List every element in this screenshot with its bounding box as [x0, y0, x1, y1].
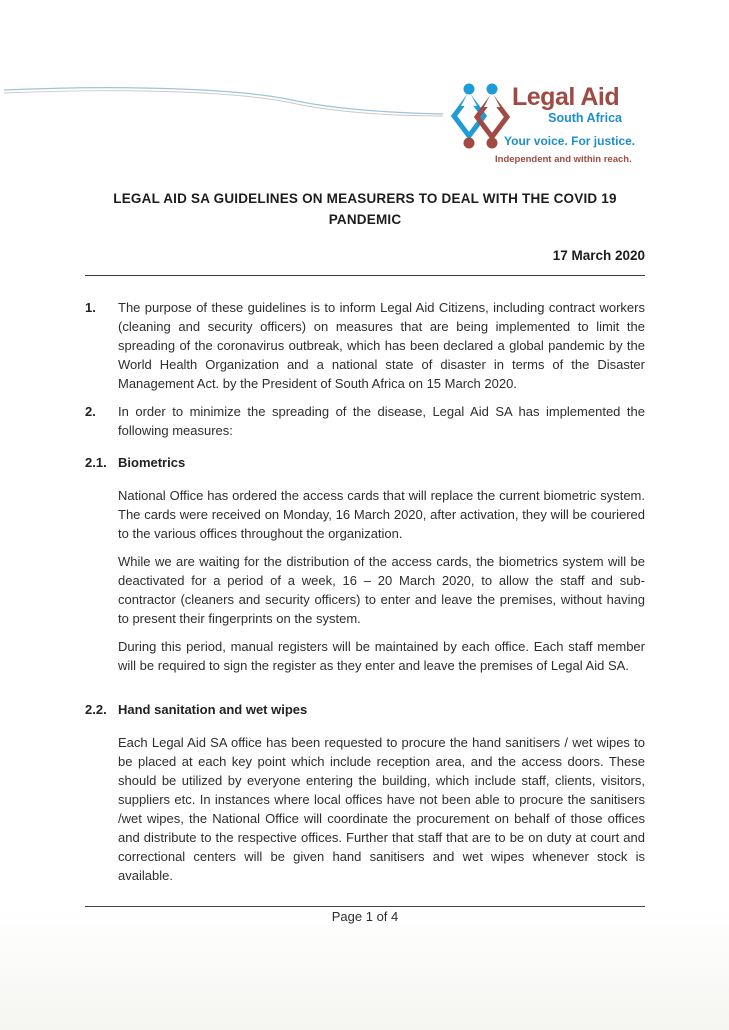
paragraph-number: [85, 552, 118, 628]
paragraph-text: In order to minimize the spreading of the disease, Legal Aid SA has implemented the following measures:: [118, 404, 645, 438]
paragraph: [85, 486, 645, 543]
paragraph-text: Each Legal Aid SA office has been requested to procure the hand sanitisers / wet wipes to be placed at each key point which include reception area, and the access doors. These should be utilized by everyone entering the building, which include staff, clients, visitors, suppliers etc. In instances where local offices have not been able to procure the sanitisers /wet wipes, the National Office will coordinate the procurement on behalf of those offices and distribute to the respective offices. Further that staff that are to be on duty at court and correctional centers will be given hand sanitisers and wet wipes whenever stock is available.: [118, 735, 645, 883]
page-title-line2: PANDEMIC: [328, 212, 402, 227]
paragraph: [85, 552, 645, 628]
footer-divider: [85, 906, 645, 924]
page-number: Page 1 of 4: [331, 909, 399, 924]
paragraph: [85, 637, 645, 675]
logo-subtagline: Independent and within reach.: [495, 154, 632, 165]
paragraph-text: National Office has ordered the access cards that will replace the current biometric system. The cards were received on Monday, 16 March 2020, after activation, they will be couriered to the various offices throughout the organization.: [118, 488, 645, 541]
section-number: 2.1.: [85, 455, 107, 470]
legal-aid-figures-icon: [448, 82, 510, 150]
logo-wordmark: Legal Aid: [512, 83, 620, 111]
paragraph: [85, 733, 645, 885]
numbered-paragraph: [85, 402, 645, 440]
section-number: 2.2.: [85, 702, 107, 717]
page-title: [85, 188, 645, 230]
logo-region-label: South Africa: [548, 111, 622, 125]
legal-aid-logo: [448, 80, 658, 172]
paragraph-text: While we are waiting for the distribution of the access cards, the biometrics system will be deactivated for a period of a week, 16 – 20 March 2020, to allow the staff and sub-contractor (cleaners and security officers) to enter and leave the premises, without having to present their fingerprints on the system.: [118, 554, 645, 626]
paragraph-text: The purpose of these guidelines is to inform Legal Aid Citizens, including contract workers (cleaning and security officers) on measures that are being implemented to limit the spreading of the coronavirus outbreak, which has been declared a global pandemic by the World Health Organization and a national state of disaster in terms of the Disaster Management Act. by the President of South Africa on 15 March 2020.: [118, 300, 645, 391]
logo-tagline: Your voice. For justice.: [504, 134, 636, 148]
paragraph-number: 1.: [85, 300, 96, 315]
numbered-paragraph: [85, 298, 645, 393]
section-heading-hand-sanitation: [85, 700, 645, 719]
document-date: 17 March 2020: [552, 248, 645, 263]
paragraph-number: [85, 637, 118, 675]
paragraph-text: During this period, manual registers will be maintained by each office. Each staff member will be required to sign the register as they enter and leave the premises of Legal Aid SA.: [118, 639, 645, 673]
section-heading-biometrics: [85, 453, 645, 472]
paragraph-number: 2.: [85, 404, 96, 419]
swoosh-line-icon: [0, 82, 450, 122]
section-title: Biometrics: [118, 455, 186, 470]
header-divider: [85, 275, 645, 276]
paragraph-number: [85, 486, 118, 543]
paragraph-number: [85, 733, 118, 885]
page-title-line1: LEGAL AID SA GUIDELINES ON MEASURERS TO DEAL WITH THE COVID 19: [113, 191, 617, 206]
section-title: Hand sanitation and wet wipes: [118, 702, 308, 717]
